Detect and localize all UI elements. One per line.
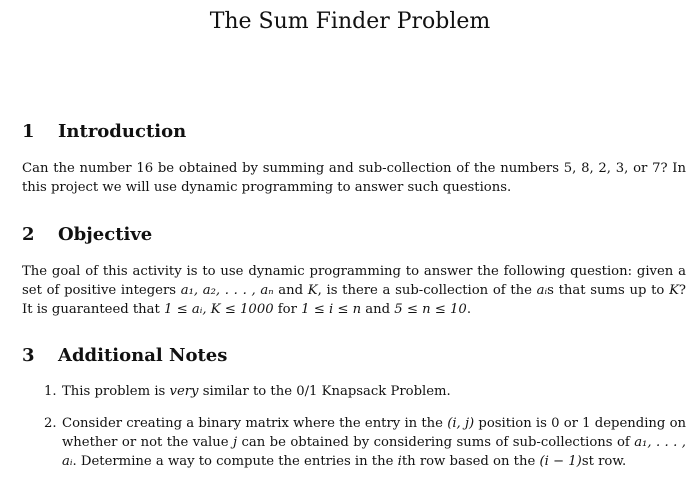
objective-paragraph [22, 262, 686, 319]
text-run: for [273, 302, 302, 317]
math-expression: j [233, 435, 238, 450]
list-item [44, 382, 686, 401]
section-title: Introduction [58, 121, 187, 142]
text-run: can be obtained by considering sums of sub-collections of [237, 435, 635, 450]
math-expression: a₁, a₂, . . . , aₙ [180, 283, 274, 298]
math-expression: K [669, 283, 679, 298]
text-run: The goal of this activity is to use dynamic programming to answer the following question: given a set of positive integers [22, 264, 686, 298]
text-run: similar to the 0/1 Knapsack Problem. [198, 384, 451, 399]
text-run: and [273, 283, 308, 298]
section-number: 1 [22, 121, 35, 142]
section-introduction-heading [22, 121, 186, 143]
math-expression: (i − 1) [539, 454, 582, 469]
section-title: Additional Notes [58, 345, 228, 366]
text-run: Consider creating a binary matrix where the entry in the [62, 416, 448, 431]
text-run: and [361, 302, 395, 317]
math-expression: 5 ≤ n ≤ 10 [394, 302, 467, 317]
list-item [44, 414, 686, 471]
section-additional-notes-heading [22, 345, 227, 367]
text-run: ? It is guaranteed that [22, 283, 686, 317]
math-expression: a₁, . . . , aᵢ [62, 435, 686, 469]
math-expression: 1 ≤ i ≤ n [301, 302, 362, 317]
document-title: The Sum Finder Problem [209, 9, 491, 34]
text-run: st row. [581, 454, 627, 469]
math-expression: 1 ≤ aᵢ, K ≤ 1000 [164, 302, 274, 317]
list-marker: 2. [44, 416, 57, 431]
text-run: position is 0 or 1 depending on whether or not the value [62, 416, 686, 450]
text-run: This problem is [62, 384, 170, 399]
emphasis-text: very [169, 384, 199, 399]
math-expression: i [397, 454, 402, 469]
math-expression: K [307, 283, 318, 298]
text-run: th row based on the [401, 454, 540, 469]
math-expression: (i, j) [447, 416, 475, 431]
introduction-paragraph: Can the number 16 be obtained by summing and sub-collection of the numbers 5, 8, 2, 3, or 7? In this project we will use dynamic programming to answer such questions. [22, 161, 686, 195]
notes-list [44, 382, 686, 471]
text-run: s that sums up to [547, 283, 670, 298]
text-run: , is there a sub-collection of the [317, 283, 537, 298]
section-title: Objective [58, 224, 153, 245]
section-number: 3 [22, 345, 35, 366]
section-number: 2 [22, 224, 35, 245]
section-objective-heading [22, 224, 152, 246]
list-marker: 1. [44, 384, 57, 399]
math-expression: aᵢ [536, 283, 548, 298]
text-run: . Determine a way to compute the entries in the [72, 454, 398, 469]
text-run: . [466, 302, 472, 317]
